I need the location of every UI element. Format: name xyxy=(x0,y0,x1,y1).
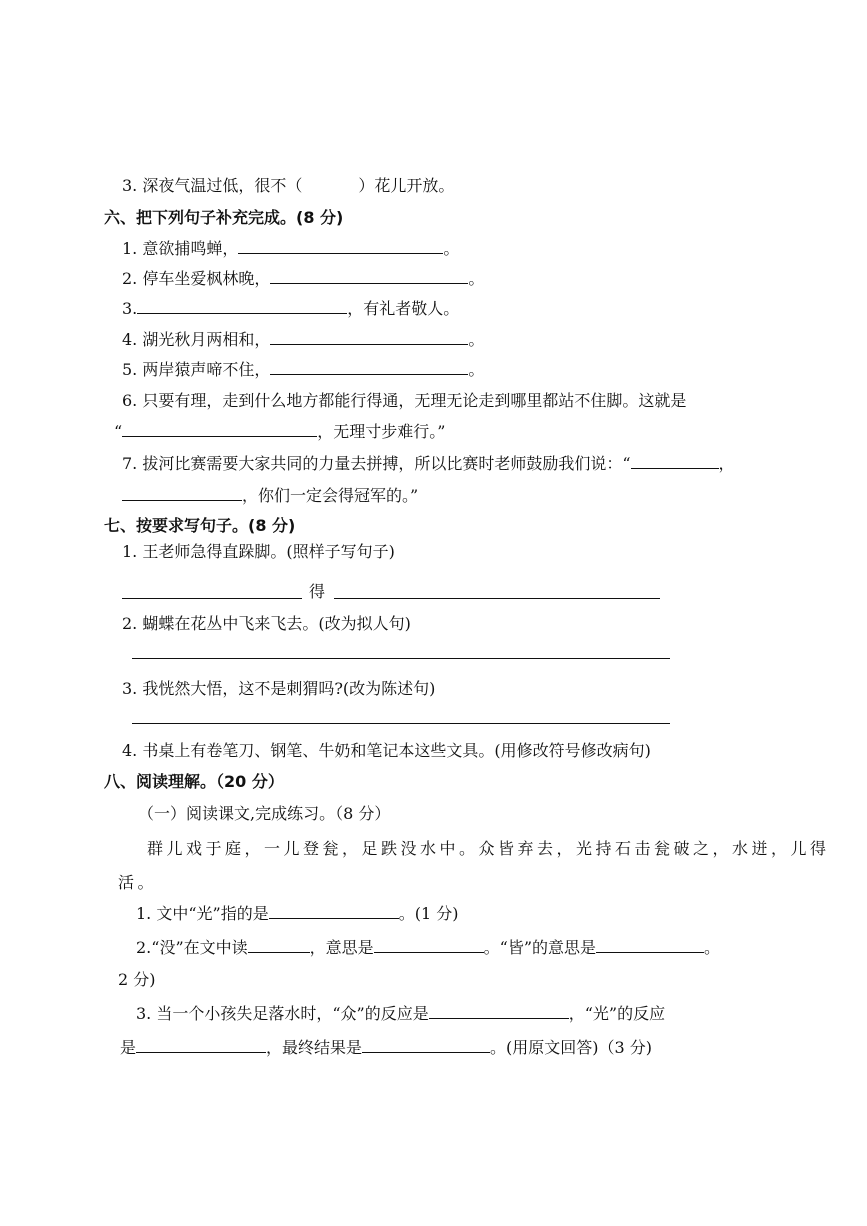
answer-blank[interactable] xyxy=(137,298,347,314)
question-5-3 xyxy=(122,175,454,197)
item-text: “ xyxy=(114,422,123,441)
item-7-3: 3. 我恍然大悟，这不是刺猬吗?(改为陈述句) xyxy=(122,679,436,698)
item-text: 3. 当一个小孩失足落水时，“众”的反应是 xyxy=(136,1004,429,1023)
passage-line1: 群儿戏于庭，一儿登瓮，足跌没水中。众皆弃去，光持石击瓮破之，水迸，儿得 xyxy=(147,839,830,858)
item-text: 。(1 分) xyxy=(398,904,459,923)
answer-blank[interactable] xyxy=(238,238,443,254)
item-text: ，最终结果是 xyxy=(266,1038,363,1057)
item-text: ，有礼者敬人。 xyxy=(347,299,460,318)
item-text: ，无理寸步难行。” xyxy=(317,422,446,441)
item-7-2: 2. 蝴蝶在花丛中飞来飞去。(改为拟人句) xyxy=(122,614,411,633)
item-text: 5. 两岸猿声啼不住， xyxy=(122,360,271,379)
item-6-6-line2 xyxy=(114,421,445,443)
item-text: 。 xyxy=(443,239,460,258)
item-text: 2.“没”在文中读 xyxy=(136,938,248,957)
answer-blank[interactable] xyxy=(429,1003,569,1019)
answer-blank[interactable] xyxy=(374,937,484,953)
section-6-title: 六、把下列句子补充完成。(8 分) xyxy=(104,208,344,227)
item-text: 。 xyxy=(468,330,485,349)
answer-blank[interactable] xyxy=(270,268,468,284)
answer-blank[interactable] xyxy=(631,453,719,469)
section-8-title: 八、阅读理解。（20 分） xyxy=(104,772,284,791)
item-text: 2. 停车坐爱枫林晚， xyxy=(122,269,271,288)
item-6-4 xyxy=(122,329,484,351)
item-text: 。 xyxy=(468,269,485,288)
item-text: 1. 意欲捕鸣蝉， xyxy=(122,239,239,258)
item-6-7-line1 xyxy=(122,453,735,475)
item-7-1: 1. 王老师急得直跺脚。(照样子写句子) xyxy=(122,542,395,561)
item-text: 4. 湖光秋月两相和， xyxy=(122,330,271,349)
de-character: 得 xyxy=(309,582,326,601)
item-text: 。 xyxy=(468,360,485,379)
question-text: ）花儿开放。 xyxy=(358,176,455,195)
item-text: 是 xyxy=(120,1038,137,1057)
answer-line[interactable] xyxy=(132,658,670,659)
passage-line2: 活。 xyxy=(118,873,158,892)
item-text: 1. 文中“光”指的是 xyxy=(136,904,269,923)
answer-blank[interactable] xyxy=(122,485,242,501)
section-7-title: 七、按要求写句子。(8 分) xyxy=(104,516,296,535)
answer-line[interactable] xyxy=(122,598,302,599)
answer-blank[interactable] xyxy=(248,937,310,953)
answer-line[interactable] xyxy=(132,723,670,724)
answer-blank[interactable] xyxy=(136,1037,266,1053)
reading-q2 xyxy=(136,937,720,959)
item-text: ， xyxy=(718,454,735,473)
answer-blank[interactable] xyxy=(270,359,468,375)
item-text: ，意思是 xyxy=(309,938,374,957)
question-text: 3. 深夜气温过低，很不（ xyxy=(122,176,303,195)
item-text: 。(用原文回答)（3 分) xyxy=(490,1038,653,1057)
item-text: 。 xyxy=(704,938,721,957)
answer-blank[interactable] xyxy=(122,421,317,437)
item-7-4: 4. 书桌上有卷笔刀、钢笔、牛奶和笔记本这些文具。(用修改符号修改病句) xyxy=(122,741,651,760)
answer-blank[interactable] xyxy=(596,937,704,953)
item-text: ，“光”的反应 xyxy=(568,1004,666,1023)
item-6-5 xyxy=(122,359,484,381)
item-6-1 xyxy=(122,238,459,260)
reading-q3-line1 xyxy=(136,1003,665,1025)
answer-line[interactable] xyxy=(334,598,660,599)
item-6-2 xyxy=(122,268,484,290)
answer-blank[interactable] xyxy=(270,329,468,345)
answer-blank[interactable] xyxy=(362,1037,490,1053)
item-6-7-line2 xyxy=(122,485,418,507)
item-6-3 xyxy=(122,298,459,320)
reading-q2-score: 2 分) xyxy=(118,970,156,989)
item-text: 7. 拔河比赛需要大家共同的力量去拼搏，所以比赛时老师鼓励我们说：“ xyxy=(122,454,631,473)
item-text: 3. xyxy=(122,299,138,318)
item-6-6-line1: 6. 只要有理，走到什么地方都能行得通，无理无论走到哪里都站不住脚。这就是 xyxy=(122,391,687,410)
item-text: 。“皆”的意思是 xyxy=(483,938,597,957)
reading-q3-line2 xyxy=(120,1037,652,1059)
subsection-1-title: （一）阅读课文,完成练习。（8 分） xyxy=(138,804,391,823)
item-text: ，你们一定会得冠军的。” xyxy=(242,486,419,505)
reading-q1 xyxy=(136,903,458,925)
answer-blank[interactable] xyxy=(269,903,399,919)
